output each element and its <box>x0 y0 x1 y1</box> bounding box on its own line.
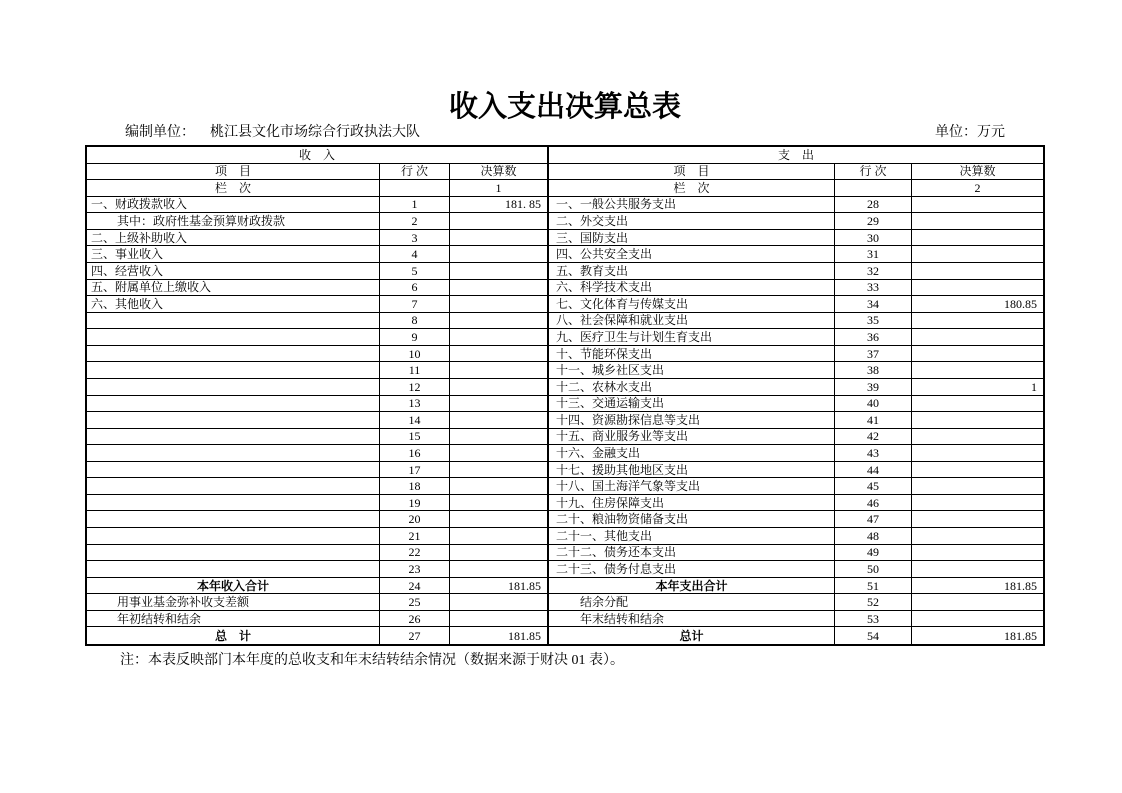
income-line-number-cell: 24 <box>380 578 450 595</box>
expense-line-number-cell: 43 <box>835 445 912 462</box>
income-expense-table <box>85 145 1045 646</box>
income-amount-cell <box>450 379 548 396</box>
income-item-cell <box>87 561 380 578</box>
income-amount-cell <box>450 230 548 247</box>
income-line-number-cell: 21 <box>380 528 450 545</box>
income-line-number-cell: 23 <box>380 561 450 578</box>
expense-amount-cell <box>912 429 1043 446</box>
expense-line-number-cell: 29 <box>835 213 912 230</box>
expense-item-cell: 十九、住房保障支出 <box>548 495 835 512</box>
income-item-cell: 四、经营收入 <box>87 263 380 280</box>
page-title: 收入支出决算总表 <box>448 91 681 123</box>
expense-line-number-cell: 44 <box>835 462 912 479</box>
expense-amount-header: 决算数 <box>912 164 1043 181</box>
income-line-number-cell: 22 <box>380 545 450 562</box>
income-item-cell <box>87 412 380 429</box>
income-item-cell <box>87 445 380 462</box>
expense-amount-cell <box>912 329 1043 346</box>
expense-line-number-cell: 39 <box>835 379 912 396</box>
income-amount-cell <box>450 412 548 429</box>
expense-amount-cell <box>912 561 1043 578</box>
expense-item-cell: 十六、金融支出 <box>548 445 835 462</box>
expense-line-number-cell: 53 <box>835 611 912 628</box>
income-amount-cell <box>450 362 548 379</box>
expense-amount-cell <box>912 313 1043 330</box>
expense-item-cell: 十八、国土海洋气象等支出 <box>548 478 835 495</box>
income-line-number-cell: 17 <box>380 462 450 479</box>
expense-amount-cell: 180.85 <box>912 296 1043 313</box>
income-line-number-cell: 25 <box>380 594 450 611</box>
expense-amount-cell <box>912 362 1043 379</box>
expense-line-number-cell: 46 <box>835 495 912 512</box>
income-line-number-cell: 20 <box>380 511 450 528</box>
income-item-cell <box>87 545 380 562</box>
expense-line-header: 行 次 <box>835 164 912 181</box>
expense-line-number-cell: 54 <box>835 627 912 644</box>
income-amount-cell <box>450 313 548 330</box>
income-amount-cell <box>450 445 548 462</box>
expense-amount-cell <box>912 213 1043 230</box>
expense-line-number-cell: 48 <box>835 528 912 545</box>
income-item-cell <box>87 528 380 545</box>
expense-item-cell: 总计 <box>548 627 835 644</box>
income-item-cell: 三、事业收入 <box>87 246 380 263</box>
expense-amount-cell <box>912 611 1043 628</box>
compiling-unit-name: 桃江县文化市场综合行政执法大队 <box>210 125 420 140</box>
income-line-number-cell: 19 <box>380 495 450 512</box>
income-item-cell <box>87 379 380 396</box>
income-amount-cell <box>450 280 548 297</box>
income-line-number-cell: 3 <box>380 230 450 247</box>
expense-line-number-cell: 42 <box>835 429 912 446</box>
footnote: 注：本表反映部门本年度的总收支和年末结转结余情况（数据来源于财决 01 表）。 <box>120 653 624 668</box>
income-amount-cell <box>450 528 548 545</box>
expense-item-cell: 一、一般公共服务支出 <box>548 197 835 214</box>
expense-section-header: 支 出 <box>548 147 1043 164</box>
income-amount-cell <box>450 561 548 578</box>
expense-line-number-cell: 30 <box>835 230 912 247</box>
income-amount-cell <box>450 611 548 628</box>
expense-item-cell: 年末结转和结余 <box>548 611 835 628</box>
expense-item-cell: 九、医疗卫生与计划生育支出 <box>548 329 835 346</box>
expense-amount-cell <box>912 412 1043 429</box>
income-item-cell <box>87 362 380 379</box>
expense-item-cell: 二十一、其他支出 <box>548 528 835 545</box>
expense-line-number-cell: 37 <box>835 346 912 363</box>
expense-line-number-cell: 36 <box>835 329 912 346</box>
income-item-cell <box>87 346 380 363</box>
income-item-cell: 五、附属单位上缴收入 <box>87 280 380 297</box>
expense-line-number-cell: 35 <box>835 313 912 330</box>
income-item-cell <box>87 478 380 495</box>
income-item-cell <box>87 329 380 346</box>
expense-line-number-cell: 45 <box>835 478 912 495</box>
income-amount-cell <box>450 594 548 611</box>
expense-item-cell: 八、社会保障和就业支出 <box>548 313 835 330</box>
income-amount-cell <box>450 213 548 230</box>
expense-line-number-cell: 51 <box>835 578 912 595</box>
income-item-cell: 二、上级补助收入 <box>87 230 380 247</box>
expense-item-cell: 十、节能环保支出 <box>548 346 835 363</box>
income-column-index-number: 1 <box>450 180 548 197</box>
income-item-cell: 总 计 <box>87 627 380 644</box>
expense-line-number-cell: 32 <box>835 263 912 280</box>
expense-item-header: 项 目 <box>548 164 835 181</box>
expense-line-number-cell: 52 <box>835 594 912 611</box>
expense-item-cell: 十二、农林水支出 <box>548 379 835 396</box>
income-line-number-cell: 8 <box>380 313 450 330</box>
expense-amount-cell <box>912 594 1043 611</box>
income-line-number-cell: 6 <box>380 280 450 297</box>
income-amount-cell: 181.85 <box>450 627 548 644</box>
expense-amount-cell <box>912 246 1043 263</box>
expense-item-cell: 五、教育支出 <box>548 263 835 280</box>
income-amount-cell <box>450 478 548 495</box>
expense-amount-cell <box>912 462 1043 479</box>
income-line-number-cell: 16 <box>380 445 450 462</box>
expense-amount-cell <box>912 528 1043 545</box>
expense-item-cell: 十三、交通运输支出 <box>548 396 835 413</box>
expense-amount-cell: 181.85 <box>912 578 1043 595</box>
expense-amount-cell <box>912 263 1043 280</box>
income-amount-cell <box>450 263 548 280</box>
income-section-header: 收 入 <box>87 147 548 164</box>
expense-amount-cell: 181.85 <box>1004 628 1037 643</box>
expense-line-number-cell: 50 <box>835 561 912 578</box>
income-amount-cell <box>450 462 548 479</box>
income-amount-cell <box>450 346 548 363</box>
income-line-number-cell: 12 <box>380 379 450 396</box>
income-line-number-cell: 10 <box>380 346 450 363</box>
expense-column-index-blank <box>835 180 912 197</box>
expense-item-cell: 十五、商业服务业等支出 <box>548 429 835 446</box>
expense-item-cell: 十四、资源勘探信息等支出 <box>548 412 835 429</box>
expense-item-cell: 二十、粮油物资储备支出 <box>548 511 835 528</box>
expense-item-cell: 二十二、债务还本支出 <box>548 545 835 562</box>
income-amount-cell: 181. 85 <box>450 197 548 214</box>
income-line-number-cell: 5 <box>380 263 450 280</box>
income-item-cell: 本年收入合计 <box>87 578 380 595</box>
expense-item-cell: 三、国防支出 <box>548 230 835 247</box>
income-amount-cell <box>450 495 548 512</box>
expense-item-cell: 十七、援助其他地区支出 <box>548 462 835 479</box>
expense-amount-cell <box>912 511 1043 528</box>
expense-line-number-cell: 49 <box>835 545 912 562</box>
expense-amount-cell: 1 <box>912 379 1043 396</box>
income-amount-header: 决算数 <box>450 164 548 181</box>
income-item-cell <box>87 511 380 528</box>
income-item-cell <box>87 462 380 479</box>
expense-item-cell: 二十三、债务付息支出 <box>548 561 835 578</box>
expense-line-number-cell: 33 <box>835 280 912 297</box>
income-line-number-cell: 2 <box>380 213 450 230</box>
income-amount-cell <box>450 246 548 263</box>
expense-amount-cell <box>912 230 1043 247</box>
income-item-cell: 其中：政府性基金预算财政拨款 <box>87 213 380 230</box>
income-item-header: 项 目 <box>87 164 380 181</box>
expense-item-cell: 六、科学技术支出 <box>548 280 835 297</box>
expense-column-index-number: 2 <box>912 180 1043 197</box>
income-item-cell: 用事业基金弥补收支差额 <box>87 594 380 611</box>
expense-amount-cell <box>912 478 1043 495</box>
expense-item-cell: 二、外交支出 <box>548 213 835 230</box>
income-item-cell <box>87 396 380 413</box>
expense-line-number-cell: 28 <box>835 197 912 214</box>
expense-line-number-cell: 47 <box>835 511 912 528</box>
expense-line-number-cell: 34 <box>835 296 912 313</box>
income-amount-cell <box>450 296 548 313</box>
currency-unit-label: 单位：万元 <box>935 125 1005 140</box>
income-line-number-cell: 1 <box>380 197 450 214</box>
income-amount-cell: 181.85 <box>450 578 548 595</box>
income-item-cell <box>87 495 380 512</box>
expense-amount-cell <box>912 495 1043 512</box>
income-line-number-cell: 18 <box>380 478 450 495</box>
income-column-index-label: 栏 次 <box>87 180 380 197</box>
income-line-number-cell: 27 <box>380 627 450 644</box>
income-amount-cell <box>450 429 548 446</box>
income-line-number-cell: 4 <box>380 246 450 263</box>
expense-amount-cell <box>912 346 1043 363</box>
expense-amount-cell <box>912 545 1043 562</box>
expense-item-cell: 七、文化体育与传媒支出 <box>548 296 835 313</box>
income-line-number-cell: 14 <box>380 412 450 429</box>
income-amount-cell <box>450 511 548 528</box>
expense-line-number-cell: 31 <box>835 246 912 263</box>
income-amount-cell <box>450 396 548 413</box>
expense-amount-cell <box>912 197 1043 214</box>
income-column-index-blank <box>380 180 450 197</box>
income-amount-cell <box>450 545 548 562</box>
income-line-number-cell: 26 <box>380 611 450 628</box>
expense-item-cell: 四、公共安全支出 <box>548 246 835 263</box>
compiling-unit-label: 编制单位： <box>125 125 195 140</box>
expense-amount-cell <box>912 280 1043 297</box>
expense-item-cell: 本年支出合计 <box>548 578 835 595</box>
expense-amount-cell <box>912 396 1043 413</box>
income-item-cell: 一、财政拨款收入 <box>87 197 380 214</box>
expense-item-cell: 十一、城乡社区支出 <box>548 362 835 379</box>
expense-line-number-cell: 41 <box>835 412 912 429</box>
income-line-number-cell: 13 <box>380 396 450 413</box>
income-line-number-cell: 15 <box>380 429 450 446</box>
income-item-cell <box>87 429 380 446</box>
expense-column-index-label: 栏 次 <box>548 180 835 197</box>
income-item-cell: 年初结转和结余 <box>87 611 380 628</box>
income-line-number-cell: 7 <box>380 296 450 313</box>
income-line-number-cell: 9 <box>380 329 450 346</box>
income-line-number-cell: 11 <box>380 362 450 379</box>
income-item-cell: 六、其他收入 <box>87 296 380 313</box>
expense-line-number-cell: 38 <box>835 362 912 379</box>
income-item-cell <box>87 313 380 330</box>
income-line-header: 行 次 <box>380 164 450 181</box>
expense-item-cell: 结余分配 <box>548 594 835 611</box>
income-amount-cell <box>450 329 548 346</box>
expense-line-number-cell: 40 <box>835 396 912 413</box>
expense-amount-cell <box>912 445 1043 462</box>
